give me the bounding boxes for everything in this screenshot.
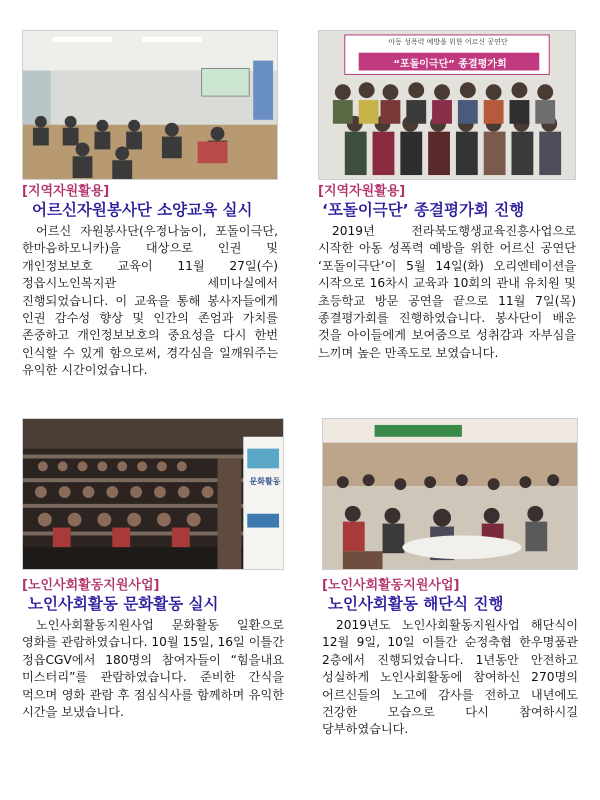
photo-banner-text: “포돌이극단” 종결평가회 xyxy=(393,59,507,70)
article-4 xyxy=(322,418,578,739)
article-category-tag: [노인사회활동지원사업] xyxy=(22,578,160,593)
article-body: 노인사회활동지원사업 문화활동 일환으로 영화를 관람하였습니다. 10월 15일, 16일 이틀간 정읍CGV에서 180명의 참여자들이 “힘을내요 미스터리”를 관람하였습니다. 준비한 간식을 먹으며 영화 관람 후 점심식사를 함께하며 유익한 시간을 보냈습니다. xyxy=(22,618,285,720)
photo-banner-subtitle: 아동 성폭력 예방을 위한 어르신 공연단 xyxy=(388,38,508,46)
article-body: 2019년 전라북도행생교육진흥사업으로 시작한 아동 성폭력 예방을 위한 어르신 공연단 ‘포돌이극단’이 5월 14일(화) 오리엔테이션을 시작으로 16차시 교육과 10회의 관내 유치원 및 초등학교 방문 공연을 끝으로 11월 7일(목) 종결평가회를 진행하였습니다. 봉사단이 배운 것을 아이들에게 보여줌으로 성취감과 자부심을 느끼며 높은 만족도로 보였습니다. xyxy=(318,224,576,360)
article-title: ‘포돌이극단’ 종결평가회 진행 xyxy=(322,201,525,219)
photo-movie-theater xyxy=(22,418,284,570)
photo-sign-text: 문화활동 xyxy=(249,477,281,486)
article-category-tag: [지역자원활용] xyxy=(22,184,110,199)
article-title: 어르신자원봉사단 소양교육 실시 xyxy=(32,201,253,219)
photo-seminar-room xyxy=(22,30,278,180)
photo-banquet-hall xyxy=(322,418,578,570)
article-category-tag: [지역자원활용] xyxy=(318,184,406,199)
article-title: 노인사회활동 문화활동 실시 xyxy=(28,595,219,613)
article-3 xyxy=(22,418,284,721)
article-category-tag: [노인사회활동지원사업] xyxy=(322,578,460,593)
article-1 xyxy=(22,30,278,380)
article-2 xyxy=(318,30,576,362)
photo-group-portrait xyxy=(318,30,576,180)
article-body: 2019년도 노인사회활동지원사업 해단식이 12월 9일, 10일 이틀간 순정축협 한우명품관 2층에서 진행되었습니다. 1년동안 안전하고 성실하게 노인사회활동에 참여하신 270명의 어르신들의 노고에 감사를 전하고 내년에도 건강한 모습으로 다시 참여하시길 당부하였습니다. xyxy=(322,618,578,737)
article-title: 노인사회활동 해단식 진행 xyxy=(328,595,504,613)
article-body: 어르신 자원봉사단(우정나눔이, 포돌이극단, 한마음하모니카)을 대상으로 인권 및 개인정보보호 교육이 11월 27일(수) 정읍시노인복지관 세미나실에서 진행되었습니다. 이 교육을 통해 봉사자들에게 인권 감수성 향상 및 인간의 존엄과 가치를 존중하고 개인정보보호의 중요성을 다시 한번 인식할 수 있게 함으로써, 경각심을 일깨워주는 유익한 시간이었습니다. xyxy=(22,224,278,378)
